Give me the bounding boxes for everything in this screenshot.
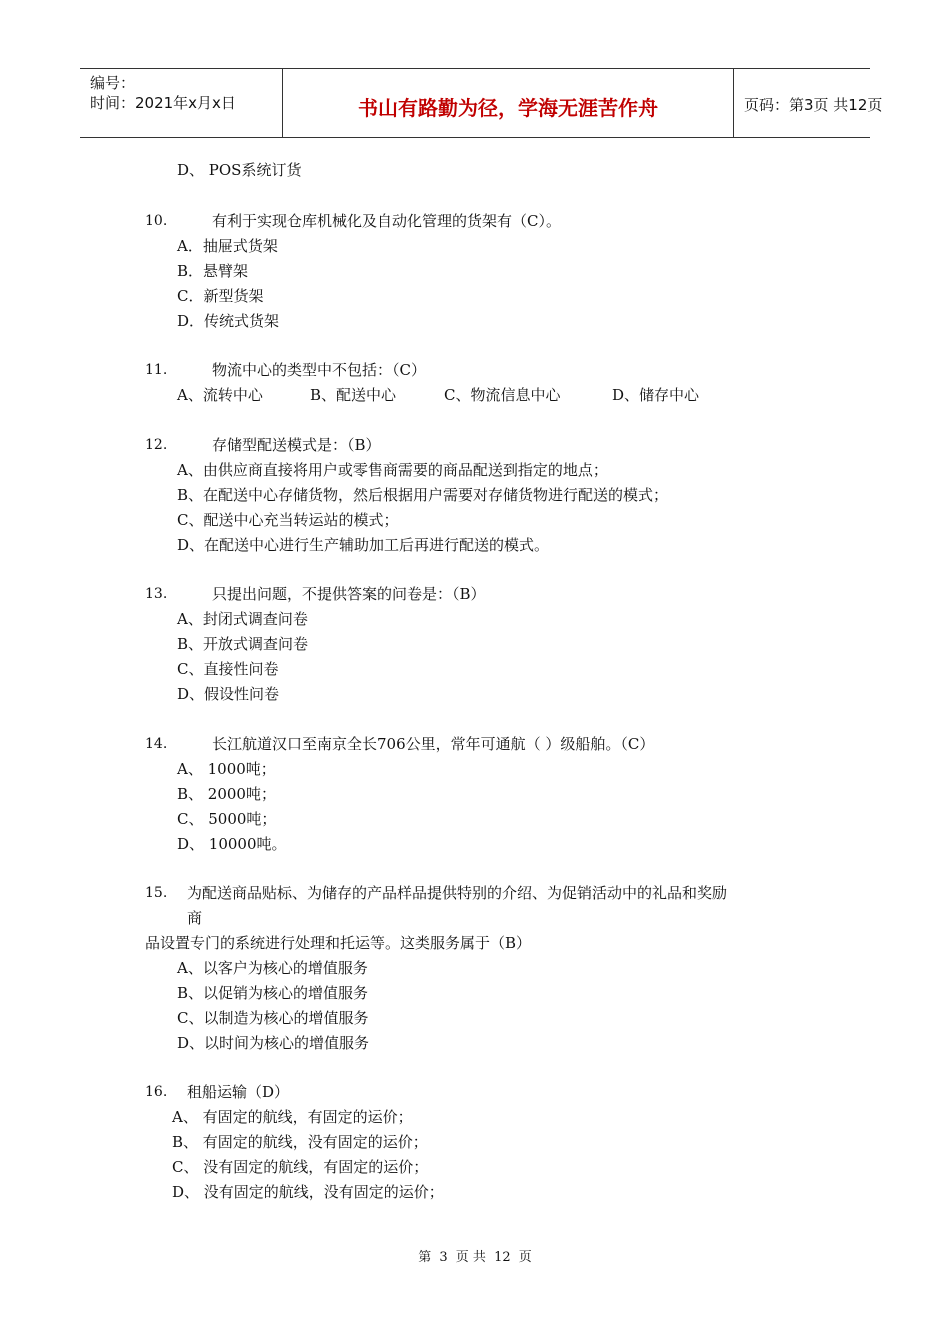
option-line: D．传统式货架 — [177, 312, 280, 330]
option-line: C、配送中心充当转运站的模式； — [177, 511, 399, 529]
option-line: D、 10000吨。 — [177, 835, 287, 853]
option-line: B、 2000吨； — [177, 785, 276, 803]
question-number: 16. — [145, 1084, 168, 1100]
question-stem: 物流中心的类型中不包括：（C） — [212, 361, 426, 379]
option-line: B、 有固定的航线，没有固定的运价； — [172, 1133, 428, 1151]
option-line: A．抽屉式货架 — [177, 237, 278, 255]
option-line: A、由供应商直接将用户或零售商需要的商品配送到指定的地点； — [177, 461, 608, 479]
option-line: D、以时间为核心的增值服务 — [177, 1034, 370, 1052]
option-line: B、在配送中心存储货物，然后根据用户需要对存储货物进行配送的模式； — [177, 486, 669, 504]
question-stem: 有利于实现仓库机械化及自动化管理的货架有（C）。 — [212, 212, 561, 230]
question-number: 10. — [145, 213, 168, 229]
question-stem: 只提出问题，不提供答案的问卷是：（B） — [212, 585, 486, 603]
motto: 书山有路勤为径，学海无涯苦作舟 — [282, 69, 734, 137]
option-inline: C、物流信息中心 — [444, 386, 561, 404]
question-number: 13. — [145, 586, 168, 602]
question-number: 11. — [145, 362, 168, 378]
footer-prefix: 第 — [418, 1250, 432, 1265]
footer-middle: 页 共 — [455, 1250, 486, 1265]
option-line: A、 有固定的航线，有固定的运价； — [172, 1108, 413, 1126]
footer-suffix: 页 — [518, 1250, 532, 1265]
option-line: A、以客户为核心的增值服务 — [177, 959, 368, 977]
option-line: D、假设性问卷 — [177, 685, 280, 703]
option-line: C、直接性问卷 — [177, 660, 279, 678]
option-line: D、 POS系统订货 — [177, 161, 302, 179]
question-stem: 长江航道汉口至南京全长706公里，常年可通航（ ）级船舶。（C） — [212, 735, 655, 753]
question-stem: 为配送商品贴标、为储存的产品样品提供特别的介绍、为促销活动中的礼品和奖励 — [187, 884, 728, 902]
serial-label: 编号： — [90, 74, 136, 92]
option-line: A、 1000吨； — [177, 760, 276, 778]
question-stem-continued: 品设置专门的系统进行处理和托运等。这类服务属于（B） — [145, 934, 532, 952]
page-header — [80, 68, 883, 138]
question-number: 15. — [145, 885, 168, 901]
date-label: 时间：2021年x月x日 — [90, 94, 236, 112]
page-info: 页码：第3页 共12页 — [744, 95, 883, 114]
question-stem-wrap: 商 — [187, 909, 203, 927]
option-inline: B、配送中心 — [310, 386, 397, 404]
page-footer — [0, 1246, 950, 1265]
option-line: C、以制造为核心的增值服务 — [177, 1009, 369, 1027]
option-inline: D、储存中心 — [612, 386, 700, 404]
footer-current-page: 3 — [439, 1250, 448, 1265]
option-line: A、封闭式调查问卷 — [177, 610, 308, 628]
option-line: D、 没有固定的航线，没有固定的运价； — [172, 1183, 444, 1201]
question-stem: 存储型配送模式是：（B） — [212, 436, 381, 454]
option-line: B、开放式调查问卷 — [177, 635, 309, 653]
option-inline: A、流转中心 — [177, 386, 263, 404]
option-line: D、在配送中心进行生产辅助加工后再进行配送的模式。 — [177, 536, 550, 554]
header-left-cell — [80, 69, 282, 137]
question-number: 14. — [145, 736, 168, 752]
option-line: C．新型货架 — [177, 287, 264, 305]
option-line: C、 没有固定的航线，有固定的运价； — [172, 1158, 429, 1176]
question-stem: 租船运输（D） — [187, 1083, 290, 1101]
option-line: B、以促销为核心的增值服务 — [177, 984, 369, 1002]
question-number: 12. — [145, 437, 168, 453]
option-line: C、 5000吨； — [177, 810, 277, 828]
option-line: B．悬臂架 — [177, 262, 249, 280]
footer-total-pages: 12 — [494, 1250, 511, 1265]
